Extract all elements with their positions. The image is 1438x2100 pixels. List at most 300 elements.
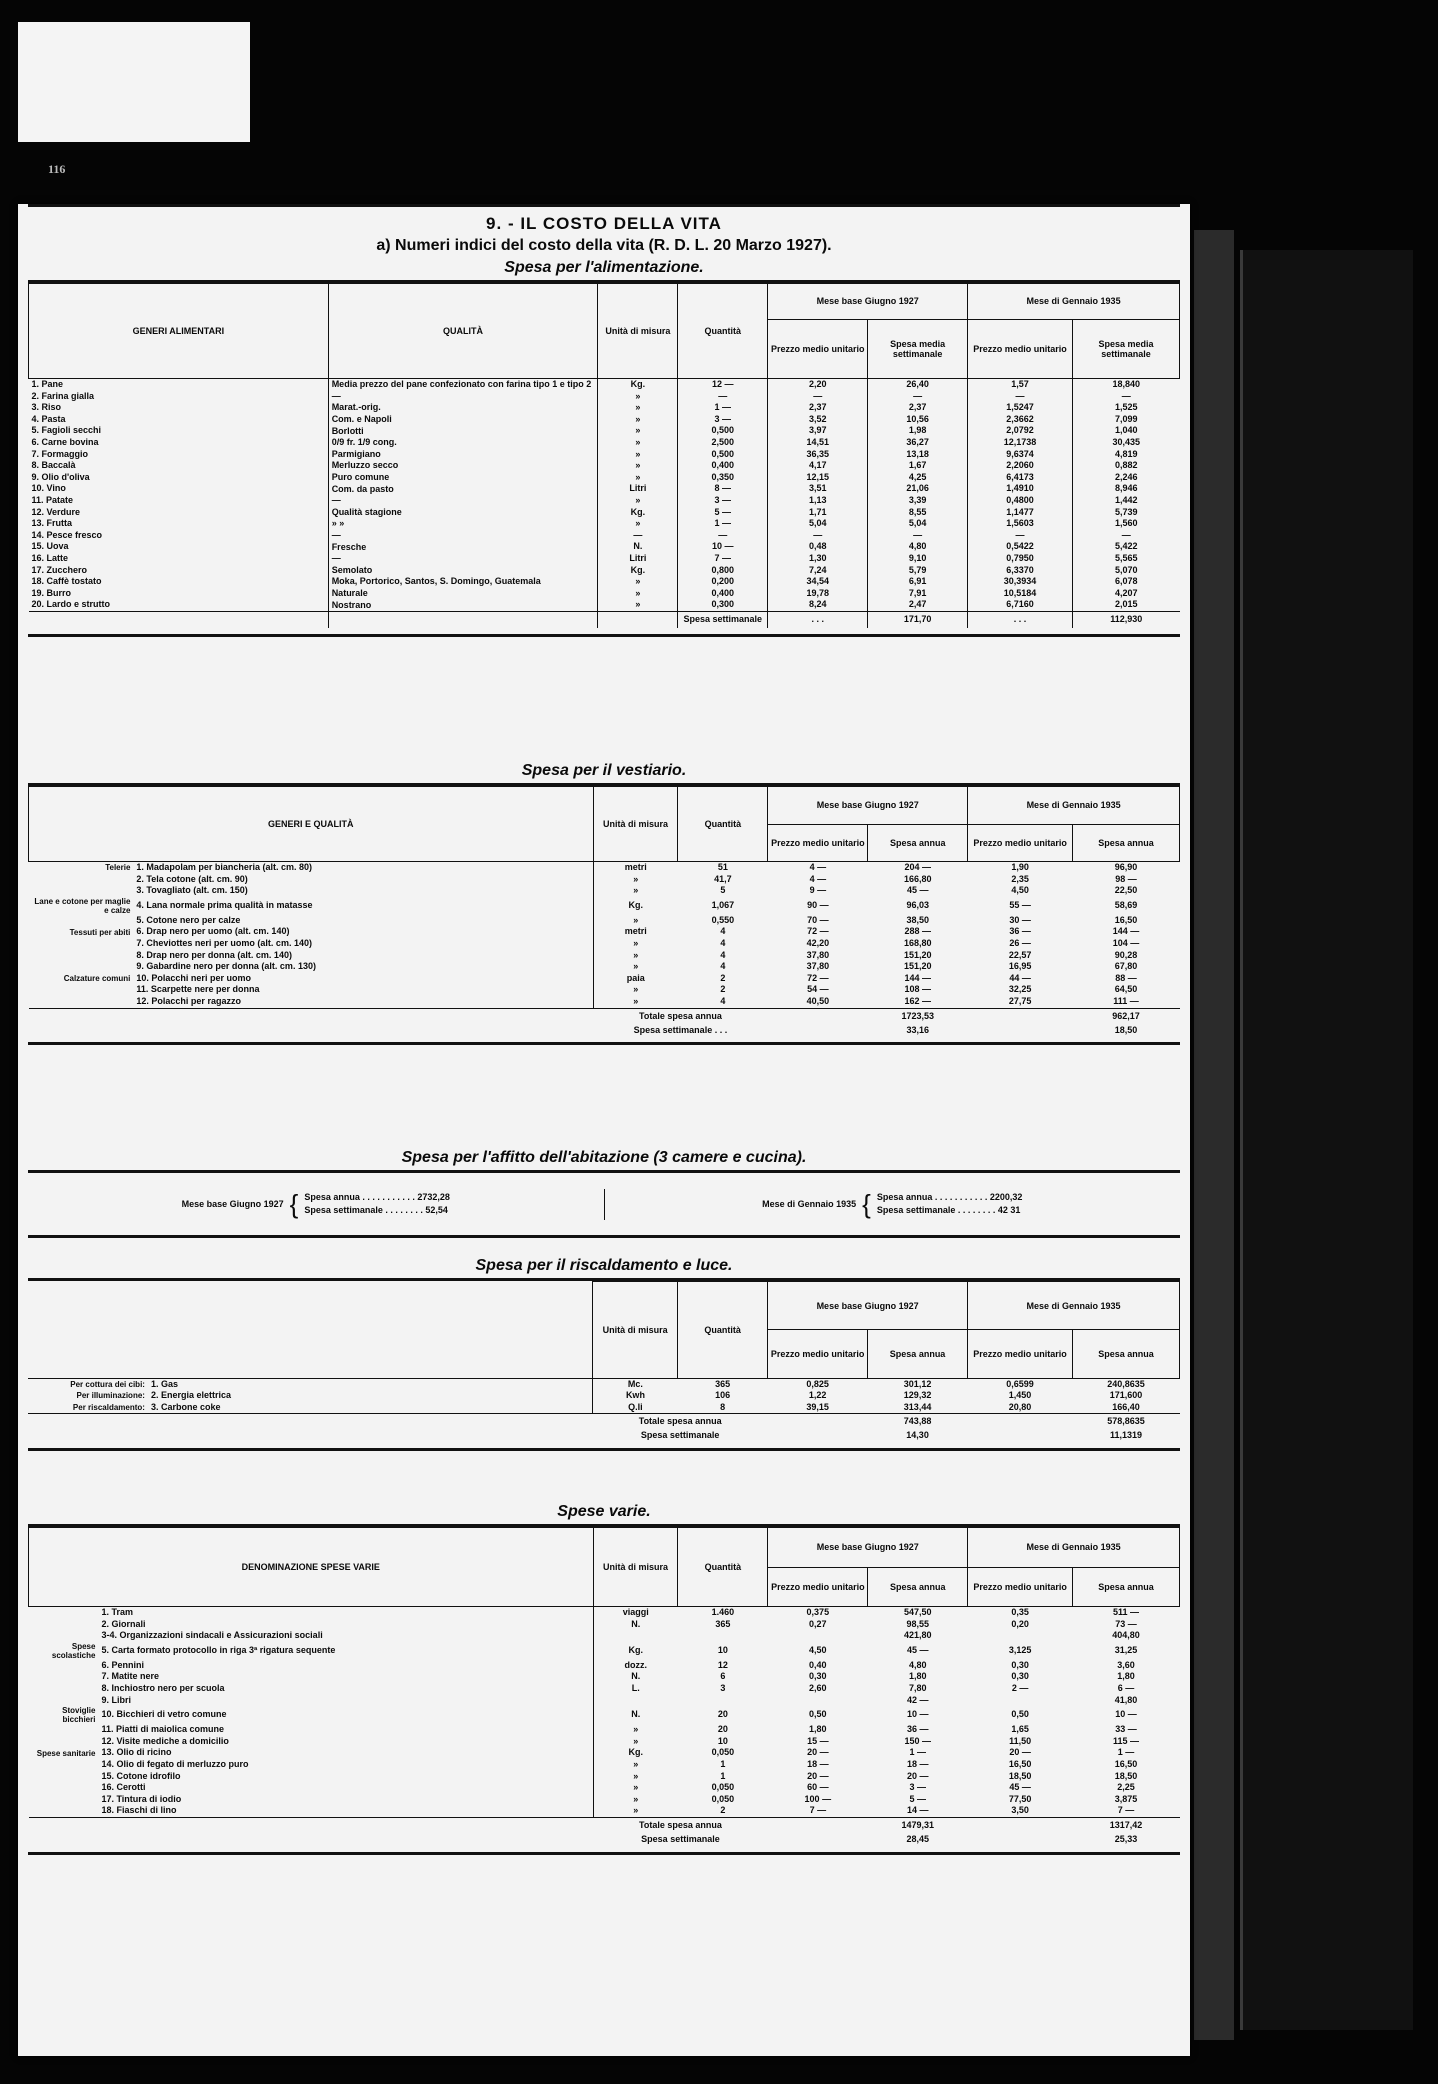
unit: Mc.	[627, 1378, 643, 1389]
unit: »	[633, 1724, 639, 1735]
clothing-section	[28, 759, 1180, 1045]
price-1935: 6,3370	[968, 565, 1073, 577]
annual-1935: 73 —	[1115, 1618, 1137, 1629]
base-price: 3,51	[768, 483, 868, 495]
clothing-total-annual-label: Totale spesa annua	[593, 1008, 768, 1025]
weekly-1935: 4,207	[1114, 587, 1138, 598]
clothing-table	[28, 786, 1180, 1036]
price-1935: 1,5247	[968, 402, 1073, 414]
table-row	[29, 950, 1180, 962]
item: 5. Carta formato protocollo in riga 3ª rigatura sequente	[98, 1642, 593, 1660]
price-1935: 77,50	[1008, 1793, 1032, 1804]
heating-total-annual-label: Totale spesa annua	[593, 1414, 768, 1431]
table-row	[29, 599, 1180, 611]
food-rows	[29, 379, 1180, 612]
food-item: 18. Caffè tostato	[29, 576, 329, 588]
table-row	[29, 1805, 1180, 1817]
base-weekly: 3,39	[868, 495, 968, 507]
paper-tab	[18, 22, 250, 142]
price-1935: 20 —	[1009, 1747, 1031, 1758]
base-price: 36,35	[768, 449, 868, 461]
price-1935: 20,80	[1008, 1401, 1032, 1412]
base-weekly: —	[868, 530, 968, 542]
quantity: 20	[717, 1709, 728, 1720]
unit	[593, 1630, 678, 1642]
base-weekly: 1,98	[868, 425, 968, 437]
unit: »	[633, 1770, 639, 1781]
base-weekly: 2,47	[868, 599, 968, 611]
quantity: 0,050	[711, 1747, 735, 1758]
misc-total-weekly	[29, 1834, 1180, 1846]
price-1935: 32,25	[1008, 984, 1032, 995]
base-price: 1,71	[768, 507, 868, 519]
clothing-header-base: Mese base Giugno 1927	[768, 787, 968, 825]
quantity: 41,7	[714, 873, 732, 884]
base-price: 7 —	[809, 1805, 827, 1816]
unit: »	[598, 518, 678, 530]
group-label: Tessuti per abiti	[69, 927, 131, 937]
base-annual: 168,80	[903, 937, 932, 948]
food-item: 1. Pane	[29, 379, 329, 391]
quantity: 0,400	[678, 460, 768, 472]
clothing-total-weekly-1935: 18,50	[1114, 1024, 1138, 1035]
food-item: 11. Patate	[29, 495, 329, 507]
quality: Marat.-orig.	[328, 402, 598, 414]
item: 1. Madapolam per biancheria (alt. cm. 80)	[133, 862, 593, 874]
quantity: 8	[720, 1401, 726, 1412]
unit: »	[598, 414, 678, 426]
weekly-1935: 5,422	[1114, 541, 1138, 552]
quantity: 1	[720, 1770, 726, 1781]
quantity: 2,500	[678, 437, 768, 449]
unit: »	[598, 437, 678, 449]
clothing-rows	[29, 862, 1180, 1009]
food-header-unita: Unità di misura	[598, 284, 678, 379]
misc-total-weekly-base: 28,45	[906, 1833, 929, 1844]
table-row	[29, 973, 1180, 985]
heating-header-spesa: Spesa annua	[868, 1330, 968, 1378]
table-row	[29, 565, 1180, 577]
weekly-1935: 4,819	[1114, 448, 1138, 459]
clothing-total-annual-1935: 962,17	[1073, 1008, 1180, 1025]
base-price: 39,15	[806, 1401, 829, 1412]
quality: 0/9 fr. 1/9 cong.	[328, 437, 598, 449]
group-label	[29, 1771, 99, 1783]
annual-1935: 98 —	[1115, 873, 1137, 884]
food-item: 5. Fagioli secchi	[29, 425, 329, 437]
base-annual: 3 —	[909, 1782, 926, 1793]
price-1935: 9,6374	[968, 449, 1073, 461]
unit: Litri	[598, 553, 678, 565]
base-price: 2,60	[809, 1682, 827, 1693]
misc-section-title: Spese varie.	[557, 1503, 651, 1520]
use-label: Per illuminazione:	[76, 1391, 145, 1401]
page-title: 9. - IL COSTO DELLA VITA	[486, 214, 722, 233]
base-price: 15 —	[807, 1735, 829, 1746]
table-row	[29, 507, 1180, 519]
group-label: Stoviglie bicchieri	[62, 1706, 96, 1725]
misc-header-unita: Unità di misura	[593, 1528, 678, 1607]
heating-rows	[28, 1378, 1180, 1414]
title-block	[28, 204, 1180, 255]
annual-1935: 1,80	[1117, 1671, 1135, 1682]
base-annual: 129,32	[903, 1390, 932, 1401]
price-1935: 1,90	[1011, 862, 1029, 872]
quantity: 0,400	[678, 588, 768, 600]
item: 14. Olio di fegato di merluzzo puro	[98, 1759, 593, 1771]
table-row	[29, 885, 1180, 897]
annual-1935: 96,90	[1114, 862, 1138, 872]
base-weekly: 5,79	[868, 565, 968, 577]
quality: —	[328, 553, 598, 565]
base-weekly: 1,67	[868, 460, 968, 472]
price-1935: 2,3662	[968, 414, 1073, 426]
unit: N.	[631, 1618, 641, 1629]
quantity: 1.460	[711, 1607, 735, 1617]
item: 12. Polacchi per ragazzo	[133, 996, 593, 1008]
price-1935: 1,65	[1011, 1724, 1029, 1735]
clothing-header-prezzo: Prezzo medio unitario	[768, 824, 868, 862]
base-weekly: 10,56	[868, 414, 968, 426]
base-annual: 96,03	[906, 899, 929, 910]
item: 2. Giornali	[98, 1619, 593, 1631]
page-subtitle: a) Numeri indici del costo della vita (R. D. L. 20 Marzo 1927).	[376, 237, 832, 254]
item: 11. Scarpette nere per donna	[133, 984, 593, 996]
group-label	[29, 1619, 99, 1631]
base-weekly: 9,10	[868, 553, 968, 565]
item: 7. Matite nere	[98, 1671, 593, 1683]
quality: Puro comune	[328, 472, 598, 484]
price-1935: 2,2060	[968, 460, 1073, 472]
price-1935: 16,50	[1008, 1758, 1032, 1769]
unit: »	[598, 460, 678, 472]
quantity: 20	[717, 1724, 728, 1735]
base-annual: 10 —	[906, 1709, 929, 1720]
item: 6. Drap nero per uomo (alt. cm. 140)	[133, 926, 593, 938]
table-row	[28, 1378, 1180, 1390]
group-label: Spese scolastiche	[51, 1641, 96, 1660]
food-item: 7. Formaggio	[29, 449, 329, 461]
rent-body	[28, 1173, 1180, 1235]
quantity: 0,800	[678, 565, 768, 577]
base-weekly: 7,91	[868, 588, 968, 600]
book-edge	[1240, 250, 1413, 2030]
quality: Com. e Napoli	[328, 414, 598, 426]
quantity: 4	[720, 949, 726, 960]
base-price: 2,20	[768, 379, 868, 391]
group-label	[29, 885, 134, 897]
base-annual: 36 —	[906, 1724, 929, 1735]
quantity: 0,200	[678, 576, 768, 588]
table-row	[29, 1794, 1180, 1806]
base-price: 20 —	[807, 1770, 829, 1781]
price-1935: 0,30	[1011, 1671, 1029, 1682]
quantity: 3 —	[678, 495, 768, 507]
base-annual: 42 —	[906, 1694, 929, 1705]
item: 2. Tela cotone (alt. cm. 90)	[133, 874, 593, 886]
group-label	[29, 1782, 99, 1794]
base-price: 14,51	[768, 437, 868, 449]
table-row	[29, 576, 1180, 588]
item: 1. Tram	[98, 1607, 593, 1619]
unit: »	[598, 402, 678, 414]
unit: Kg.	[628, 899, 643, 910]
heating-section-title: Spesa per il riscaldamento e luce.	[475, 1257, 733, 1274]
base-price: 1,13	[768, 495, 868, 507]
base-price: 1,30	[768, 553, 868, 565]
table-row	[29, 530, 1180, 542]
quantity: 5	[720, 885, 726, 896]
group-label	[29, 984, 134, 996]
unit: metri	[624, 862, 647, 872]
table-row	[29, 541, 1180, 553]
price-1935: —	[968, 391, 1073, 403]
clothing-total-weekly-base: 33,16	[906, 1024, 929, 1035]
rent-section-title: Spesa per l'affitto dell'abitazione (3 camere e cucina).	[401, 1149, 807, 1166]
base-annual: 166,80	[903, 873, 932, 884]
weekly-1935: 5,739	[1114, 506, 1138, 517]
rent-base-annual-label: Spesa annua	[304, 1192, 360, 1202]
quantity: 0,500	[678, 449, 768, 461]
quality: Semolato	[328, 565, 598, 577]
group-label	[29, 996, 134, 1008]
table-row	[29, 862, 1180, 874]
quality: Merluzzo secco	[328, 460, 598, 472]
base-price: 12,15	[768, 472, 868, 484]
rent-base-weekly-label: Spesa settimanale	[304, 1205, 383, 1215]
unit: Q.li	[628, 1401, 643, 1412]
annual-1935: 3,60	[1117, 1659, 1135, 1670]
unit: »	[633, 1805, 639, 1816]
base-annual: 45 —	[906, 885, 929, 896]
food-item: 19. Burro	[29, 588, 329, 600]
table-row	[29, 996, 1180, 1008]
price-1935: 2 —	[1011, 1682, 1029, 1693]
price-1935: 0,20	[1011, 1618, 1029, 1629]
misc-total-weekly-label: Spesa settimanale	[641, 1833, 720, 1844]
unit: »	[598, 472, 678, 484]
annual-1935: 90,28	[1114, 949, 1138, 960]
group-label	[29, 961, 134, 973]
annual-1935: 2,25	[1117, 1782, 1135, 1793]
misc-header-denominazione: DENOMINAZIONE SPESE VARIE	[29, 1528, 594, 1607]
annual-1935: 16,50	[1114, 1758, 1138, 1769]
unit: Kg.	[628, 1747, 643, 1758]
group-label	[29, 1759, 99, 1771]
use-label: Per riscaldamento:	[72, 1402, 145, 1412]
base-price: 3,97	[768, 425, 868, 437]
rent-base-label: Mese base Giugno 1927	[181, 1199, 284, 1209]
annual-1935: 10 —	[1115, 1709, 1137, 1720]
table-row	[29, 414, 1180, 426]
rent-1935-annual-label: Spesa annua	[876, 1192, 933, 1202]
annual-1935: 67,80	[1114, 961, 1138, 972]
base-price: 8,24	[768, 599, 868, 611]
food-total-row	[29, 611, 1180, 628]
price-1935: 11,50	[1009, 1735, 1032, 1746]
quantity: 1 —	[678, 518, 768, 530]
quantity: 0,350	[678, 472, 768, 484]
item: 16. Cerotti	[98, 1782, 593, 1794]
food-header-generi: GENERI ALIMENTARI	[29, 284, 329, 379]
unit: »	[633, 949, 639, 960]
unit: »	[633, 1758, 639, 1769]
base-price: 7,24	[768, 565, 868, 577]
table-row	[29, 495, 1180, 507]
price-1935: 45 —	[1009, 1782, 1031, 1793]
base-annual: 20 —	[906, 1770, 929, 1781]
annual-1935: 166,40	[1112, 1401, 1140, 1412]
misc-header-prezzo-1935: Prezzo medio unitario	[968, 1567, 1073, 1607]
base-annual: 150 —	[904, 1735, 931, 1746]
quantity: 365	[715, 1378, 731, 1389]
base-price: 1,22	[808, 1390, 827, 1401]
misc-table	[28, 1527, 1180, 1846]
group-label	[29, 1683, 99, 1695]
food-item: 2. Farina gialla	[29, 391, 329, 403]
annual-1935: 240,8635	[1107, 1378, 1145, 1389]
base-annual: 14 —	[906, 1805, 929, 1816]
clothing-header-spesa: Spesa annua	[868, 824, 968, 862]
unit: »	[598, 495, 678, 507]
rent-base: Mese base Giugno 1927 { Spesa annua . . . . . . . . . . . 2732,28 Spesa settimanale . . . . . . . . 52,54	[28, 1189, 605, 1220]
base-price: 37,80	[806, 961, 830, 972]
unit	[593, 1695, 678, 1707]
table-row	[29, 915, 1180, 927]
annual-1935: 6 —	[1117, 1682, 1135, 1693]
food-header-qualita: QUALITÀ	[328, 284, 598, 379]
quality: » »	[328, 518, 598, 530]
item: 13. Olio di ricino	[98, 1747, 593, 1759]
price-1935: 3,125	[1008, 1644, 1032, 1655]
misc-header-quantita: Quantità	[678, 1528, 768, 1607]
price-1935: 1,450	[1008, 1390, 1032, 1401]
price-1935: 18,50	[1008, 1770, 1032, 1781]
item: 9. Libri	[98, 1695, 593, 1707]
item: 7. Cheviottes neri per uomo (alt. cm. 140)	[133, 938, 593, 950]
food-header-spesa: Spesa media settimanale	[868, 319, 968, 378]
quantity: 0,300	[678, 599, 768, 611]
quantity	[678, 1630, 768, 1642]
group-label	[29, 1794, 99, 1806]
annual-1935: 64,50	[1114, 984, 1138, 995]
food-item: 15. Uova	[29, 541, 329, 553]
price-1935: 6,7160	[968, 599, 1073, 611]
item: 6. Pennini	[98, 1660, 593, 1672]
table-row	[29, 1619, 1180, 1631]
price-1935: 0,6599	[1006, 1378, 1034, 1389]
rent-1935-weekly: 42 31	[997, 1205, 1021, 1215]
unit: »	[598, 425, 678, 437]
base-annual: 4,80	[908, 1659, 927, 1670]
annual-1935: 7 —	[1117, 1805, 1135, 1816]
table-row	[29, 1660, 1180, 1672]
price-1935: 2,35	[1011, 873, 1029, 884]
quantity: 2	[720, 984, 726, 995]
group-label	[29, 1736, 99, 1748]
weekly-1935: —	[1121, 529, 1131, 540]
price-1935: 1,57	[968, 379, 1073, 391]
heating-total-weekly-base: 14,30	[906, 1430, 929, 1441]
table-row	[28, 1402, 1180, 1414]
quantity: 4	[720, 961, 726, 972]
annual-1935: 41,80	[1114, 1694, 1138, 1705]
misc-section	[28, 1500, 1180, 1855]
clothing-total-annual-base: 1723,53	[868, 1008, 968, 1025]
table-row	[29, 1736, 1180, 1748]
quantity: 7 —	[678, 553, 768, 565]
base-price: 72 —	[807, 926, 829, 937]
table-row	[29, 1771, 1180, 1783]
misc-header-1935: Mese di Gennaio 1935	[968, 1528, 1180, 1568]
quality: —	[328, 391, 598, 403]
item: 5. Cotone nero per calze	[133, 915, 593, 927]
item: 2. Energia elettrica	[148, 1390, 593, 1402]
weekly-1935: 5,070	[1114, 564, 1138, 575]
weekly-1935: 2,246	[1114, 471, 1138, 482]
unit: »	[633, 937, 639, 948]
base-weekly: 36,27	[868, 437, 968, 449]
annual-1935: 18,50	[1114, 1770, 1138, 1781]
table-row	[29, 984, 1180, 996]
food-header-1935: Mese di Gennaio 1935	[968, 284, 1180, 320]
base-annual: 1,80	[908, 1671, 927, 1682]
price-1935: 26 —	[1009, 937, 1031, 948]
price-1935: 6,4173	[968, 472, 1073, 484]
base-weekly: 8,55	[868, 507, 968, 519]
unit: L.	[631, 1682, 640, 1693]
weekly-1935: 6,078	[1114, 576, 1138, 587]
unit: Litri	[598, 483, 678, 495]
food-item: 14. Pesce fresco	[29, 530, 329, 542]
price-1935: 0,50	[1011, 1709, 1029, 1720]
annual-1935: 115 —	[1113, 1735, 1140, 1746]
weekly-1935: 8,946	[1114, 483, 1138, 494]
price-1935: 55 —	[1009, 899, 1031, 910]
unit: Kg.	[598, 379, 678, 391]
clothing-total-annual	[29, 1008, 1180, 1025]
unit: Kwh	[625, 1390, 645, 1401]
rent-1935-weekly-label: Spesa settimanale	[876, 1205, 956, 1215]
group-label	[29, 1607, 99, 1619]
food-header-spesa-1935: Spesa media settimanale	[1073, 319, 1180, 378]
base-weekly: 6,91	[868, 576, 968, 588]
quantity: —	[678, 391, 768, 403]
food-item: 13. Frutta	[29, 518, 329, 530]
base-price: 72 —	[807, 972, 829, 983]
unit: »	[633, 1735, 639, 1746]
clothing-header-prezzo-1935: Prezzo medio unitario	[968, 824, 1073, 862]
heating-header-prezzo: Prezzo medio unitario	[768, 1330, 868, 1378]
base-annual: 151,20	[903, 961, 932, 972]
base-price: 19,78	[768, 588, 868, 600]
annual-1935: 404,80	[1112, 1630, 1140, 1641]
table-row	[29, 437, 1180, 449]
clothing-header-spesa-1935: Spesa annua	[1073, 824, 1180, 862]
use-label: Per cottura dei cibi:	[70, 1379, 145, 1389]
annual-1935: 22,50	[1114, 885, 1138, 896]
base-weekly: 13,18	[868, 449, 968, 461]
unit: Kg.	[598, 565, 678, 577]
annual-1935: 16,50	[1114, 914, 1138, 925]
unit: Kg.	[628, 1644, 643, 1655]
base-annual: 421,80	[903, 1630, 932, 1641]
quantity: 4	[720, 937, 726, 948]
base-weekly: 5,04	[868, 518, 968, 530]
base-annual: 1 —	[909, 1747, 926, 1758]
unit: »	[633, 873, 639, 884]
annual-1935: 144 —	[1112, 926, 1140, 937]
